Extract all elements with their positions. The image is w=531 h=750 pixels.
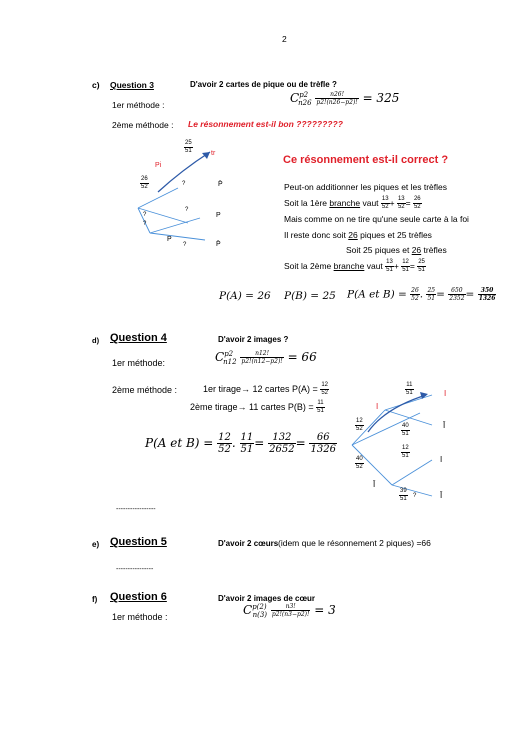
d-tree-frac-c: [401, 423, 410, 438]
c-line-5-post: trèfles: [423, 245, 447, 255]
f-formula-sub: n(3): [252, 611, 268, 620]
separator-1: -----------------: [116, 506, 156, 513]
d-formula-sub: n12: [223, 358, 237, 367]
d-tree-Ibar2: Ī: [373, 480, 376, 489]
d-t2-d: 51: [317, 408, 324, 414]
d-prob-f1d: 52: [218, 444, 231, 455]
c-tree-pbar: P̄: [218, 181, 223, 188]
c-prob-f4n: 350: [478, 287, 497, 295]
d-formula: $C^{p2}_{n12}$ $\frac{n12!}{p2!(n12-p2)!}$ = 66: [215, 350, 317, 367]
d-t1-d: 52: [321, 390, 329, 396]
c-line-2-u: branche: [329, 197, 361, 208]
c-prob-pab: P(A et B) = $\frac{26}{52}$ . $\frac{25}{51}$ = $\frac{650}{2352}$ = $\frac{350}{1326}$: [347, 287, 496, 302]
c-formula-c: C: [290, 91, 300, 105]
f-formula-result: = 3: [314, 603, 336, 617]
d-tree-d-n: 40: [356, 456, 363, 462]
question-4-title: Question 4: [110, 332, 167, 344]
d-branch-7: [392, 485, 432, 496]
c-l2-f3d: 52: [413, 204, 421, 210]
d-t2-n: 11: [317, 400, 324, 406]
d-tirage-1-text: 1er tirage→ 12 cartes P(A) =: [203, 383, 318, 394]
d-tree-I3: I: [440, 455, 443, 464]
question-3-subtitle: D'avoir 2 cartes de pique ou de trèfle ?: [190, 80, 337, 89]
c-tree-mid-num: 26: [141, 176, 148, 182]
d-tree-Ibar1: Ī: [443, 421, 446, 430]
f-formula-num: n3!: [271, 603, 311, 611]
c-l2-f1d: 52: [381, 204, 389, 210]
question-5-note: (idem que le résonnement 2 piques) =66: [278, 538, 431, 548]
d-prob-f2n: 11: [240, 432, 254, 443]
c-prob-f2d: 51: [427, 295, 436, 302]
c-tree-p2: P: [167, 236, 172, 243]
c-line-4-u: 26: [348, 230, 358, 240]
d-prob-f4d: 1326: [310, 444, 336, 455]
c-prob-f4d: 1326: [478, 295, 496, 302]
f-formula-den: p2!(n3−p2)!: [271, 611, 310, 618]
d-tree-a-d: 51: [406, 390, 413, 396]
c-line-6-u: branche: [333, 260, 365, 271]
d-tree-frac-d: [355, 456, 364, 471]
c-formula-den: p2!(n26−p2)!: [316, 99, 358, 106]
d-method-2-label: 2ème méthode :: [112, 385, 178, 395]
c-prob-f1d: 52: [411, 295, 419, 302]
d-tree-e-d: 51: [402, 453, 409, 459]
f-formula: $C^{p(2)}_{n(3)}$ $\frac{n3!}{p2!(n3-p2)!}$ = 3: [243, 603, 336, 620]
c-l6-f1n: 13: [386, 259, 393, 265]
section-f-letter: f): [92, 595, 98, 604]
d-tree-c-n: 40: [402, 423, 409, 429]
d-tree-Ibar3: Ī: [440, 491, 443, 500]
d-formula-result: = 66: [287, 350, 317, 364]
c-l6-f1d: 51: [386, 267, 393, 273]
c-l6-f3n: 25: [418, 259, 425, 265]
d-tree-e-n: 12: [402, 445, 409, 451]
d-tree-d-d: 52: [356, 464, 363, 470]
d-tree-frac-a: [405, 382, 414, 397]
c-tree-mid-den: 52: [141, 184, 148, 190]
d-branch-6: [392, 460, 432, 485]
c-tree-pbar2: P̄: [216, 241, 221, 248]
c-method-1-label: 1er méthode :: [112, 100, 165, 110]
c-l2-f1n: 13: [381, 196, 389, 202]
question-5-title: Question 5: [110, 536, 167, 548]
c-formula-sup: p2: [299, 91, 309, 99]
c-line-1: Peut-on additionner les piques et les trèfles: [284, 182, 448, 192]
d-prob-f4n: 66: [309, 432, 336, 444]
c-right-title: Ce résonnement est-il correct ?: [283, 154, 449, 166]
c-l2-f2d: 52: [397, 204, 405, 210]
d-tree-f-d: 51: [400, 496, 407, 502]
question-6-title: Question 6: [110, 591, 167, 603]
c-tree-q1: ?: [182, 181, 186, 187]
c-tree-top-den: 51: [185, 148, 192, 154]
c-tree-top-num: 25: [185, 140, 192, 146]
c-line-2: Soit la 1ère branche vaut $\frac{13}{52}$ + $\frac{13}{52}$ = $\frac{26}{52}$: [284, 196, 421, 210]
question-5-subtitle: D'avoir 2 cœurs: [218, 539, 279, 548]
c-prob-f3d: 2352: [449, 295, 465, 302]
c-prob-f2n: 25: [427, 287, 436, 294]
c-method-2-label: 2ème méthode :: [112, 120, 174, 130]
c-line-5-pre: Soit 25 piques et: [346, 245, 410, 255]
question-6-subtitle: D'avoir 2 images de cœur: [218, 594, 316, 603]
d-prob-f2d: 51: [240, 444, 254, 455]
section-d-letter: d): [92, 336, 100, 345]
d-tree-f-n: 39: [400, 488, 407, 494]
c-tree-p: P: [216, 212, 221, 219]
c-tree-q5: ?: [183, 242, 187, 248]
d-tree-b-d: 52: [356, 426, 363, 432]
c-formula-result: = 325: [362, 91, 400, 105]
c-line-4-post: piques et 25 trèfles: [360, 230, 432, 240]
d-method-1-label: 1er méthode:: [112, 358, 166, 368]
c-prob-pa: P(A) = 26: [219, 290, 271, 302]
c-line-3: Mais comme on ne tire qu'une seule carte à la foi: [284, 214, 469, 224]
d-prob-pab-label: P(A et B) =: [145, 436, 214, 450]
c-line-4-pre: Il reste donc soit: [284, 230, 346, 240]
d-tree-a-n: 11: [406, 382, 413, 388]
c-line-2-post: vaut: [362, 197, 379, 208]
c-l2-f3n: 26: [413, 196, 421, 202]
separator-2: ----------------: [116, 566, 154, 573]
d-tree-I2: I: [376, 402, 379, 411]
question-4-subtitle: D'avoir 2 images ?: [218, 335, 289, 344]
c-line-6-pre: Soit la 2ème: [284, 260, 332, 271]
d-formula-num: n12!: [240, 350, 283, 358]
d-tree-frac-f: [399, 488, 408, 503]
d-tree-frac-e: [401, 445, 410, 460]
f-formula-frac: [271, 603, 311, 618]
c-line-6-post: vaut: [366, 260, 383, 271]
c-prob-f3n: 650: [448, 287, 465, 295]
d-formula-den: p2!(n12−p2)!: [241, 358, 283, 365]
c-line-2-pre: Soit la 1ère: [284, 197, 327, 208]
d-tree-frac-b: [355, 418, 364, 433]
c-line-5-u: 26: [411, 245, 422, 255]
c-prob-pab-label: P(A et B) =: [347, 288, 407, 301]
f-formula-sup: p(2): [252, 603, 267, 611]
d-prob-pab: P(A et B) = $\frac{12}{52}$ . $\frac{11}{51}$ = $\frac{132}{2652}$ = $\frac{66}{1326}$: [145, 432, 336, 455]
d-tree-I1: I: [444, 389, 447, 398]
section-c-letter: c): [92, 80, 100, 90]
d-tree-b-n: 12: [356, 418, 363, 424]
c-l6-f2n: 12: [402, 259, 409, 265]
d-formula-sup: p2: [224, 350, 234, 358]
c-method-2-question: Le résonnement est-il bon ?????????: [188, 119, 343, 129]
d-tree-c-d: 51: [402, 431, 409, 437]
c-formula-sub: n26: [298, 99, 312, 108]
c-l6-f2d: 51: [402, 267, 409, 273]
section-e-letter: e): [92, 540, 100, 549]
c-prob-pb: P(B) = 25: [284, 290, 336, 302]
d-prob-f1n: 12: [218, 432, 231, 443]
c-tree-q2: ?: [185, 207, 189, 213]
d-prob-f3n: 132: [268, 432, 295, 444]
c-prob-f1n: 26: [411, 287, 419, 294]
c-formula-num: n26!: [315, 91, 358, 99]
d-tree-q: ?: [413, 493, 417, 499]
c-tree-q4: ?: [143, 221, 147, 227]
d-tirage-2-text: 2ème tirage→ 11 cartes P(B) =: [190, 401, 314, 412]
c-tree-pi: Pi: [155, 162, 162, 169]
c-l6-f3d: 51: [418, 267, 425, 273]
d-branch-4: [385, 395, 432, 410]
c-tree-q3: ?: [143, 212, 147, 218]
c-tree-tr: tr: [211, 150, 216, 157]
page-number: 2: [282, 34, 287, 44]
question-3-title: Question 3: [110, 80, 154, 90]
c-line-6: Soit la 2ème branche vaut $\frac{13}{51}$ + $\frac{12}{51}$ = $\frac{25}{51}$: [284, 259, 425, 273]
f-method-1-label: 1er méthode :: [112, 612, 168, 622]
d-prob-f3d: 2652: [269, 444, 295, 455]
c-l2-f2n: 13: [397, 196, 405, 202]
d-t1-n: 12: [321, 382, 329, 388]
